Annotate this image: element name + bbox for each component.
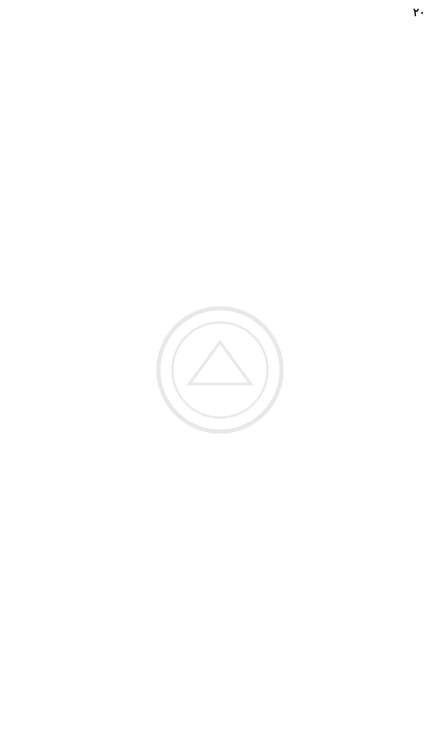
watermark-stamp-icon <box>150 300 290 440</box>
page-number: ۲۰ <box>413 6 425 19</box>
running-head <box>8 6 425 22</box>
